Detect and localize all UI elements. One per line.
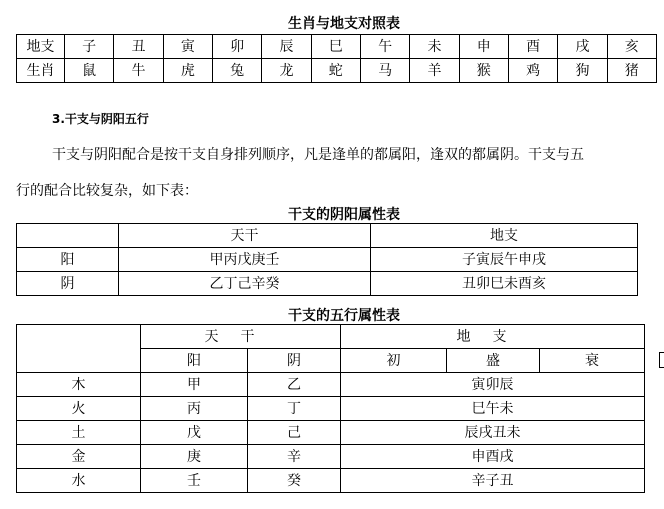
table-cell: 地支 [17, 35, 65, 59]
wuxing-table [16, 324, 645, 493]
table-cell: 丑卯巳未酉亥 [371, 272, 638, 296]
table-row [17, 397, 645, 421]
table-cell [17, 224, 119, 248]
table-cell: 龙 [262, 59, 311, 83]
table-cell: 巳 [311, 35, 360, 59]
yinyang-table [16, 223, 638, 296]
table-cell: 未 [410, 35, 459, 59]
table-cell: 戊 [141, 421, 248, 445]
table-row [17, 272, 638, 296]
table-cell: 寅 [163, 35, 212, 59]
table-cell: 金 [17, 445, 141, 469]
table-cell: 丁 [248, 397, 341, 421]
paragraph-line-2: 行的配合比较复杂，如下表： [16, 183, 198, 199]
table-cell: 甲 [141, 373, 248, 397]
table-cell: 庚 [141, 445, 248, 469]
subheader-chu: 初 [341, 349, 447, 373]
table-cell: 辰戌丑未 [341, 421, 645, 445]
paragraph-line-1: 干支与阴阳配合是按干支自身排列顺序，凡是逢单的都属阳，逢双的都属阴。干支与五 [52, 147, 584, 163]
subheader-yang: 阳 [141, 349, 248, 373]
table-cell: 壬 [141, 469, 248, 493]
table-cell: 乙丁己辛癸 [119, 272, 371, 296]
table-row [17, 445, 645, 469]
wuxing-table-title: 干支的五行属性表 [288, 308, 400, 324]
table-cell: 己 [248, 421, 341, 445]
table-row [17, 325, 645, 349]
table-cell: 生肖 [17, 59, 65, 83]
table-cell: 阳 [17, 248, 119, 272]
table-cell: 卯 [212, 35, 261, 59]
section-heading: 3.干支与阴阳五行 [52, 112, 149, 126]
table-cell: 土 [17, 421, 141, 445]
table-cell: 子寅辰午申戌 [371, 248, 638, 272]
table-cell: 鼠 [65, 59, 114, 83]
table-cell: 木 [17, 373, 141, 397]
yinyang-table-title: 干支的阴阳属性表 [288, 207, 400, 223]
header-tiangan: 天干 [141, 325, 341, 349]
table-cell: 申 [459, 35, 508, 59]
table-cell: 猪 [607, 59, 656, 83]
table-cell: 子 [65, 35, 114, 59]
table-cell: 火 [17, 397, 141, 421]
table-cell: 巳午未 [341, 397, 645, 421]
table-row [17, 248, 638, 272]
table-cell: 水 [17, 469, 141, 493]
table-cell: 寅卯辰 [341, 373, 645, 397]
table-cell: 戌 [558, 35, 607, 59]
zodiac-table-title: 生肖与地支对照表 [288, 16, 400, 32]
table-cell: 辰 [262, 35, 311, 59]
table-cell: 甲丙戊庚壬 [119, 248, 371, 272]
table-cell: 蛇 [311, 59, 360, 83]
table-cell: 虎 [163, 59, 212, 83]
table-cell: 马 [360, 59, 409, 83]
zodiac-row-animals [17, 59, 657, 83]
zodiac-table [16, 34, 657, 83]
table-row [17, 373, 645, 397]
table-row [17, 421, 645, 445]
table-cell: 酉 [508, 35, 557, 59]
table-cell: 丑 [114, 35, 163, 59]
header-dizhi: 地支 [341, 325, 645, 349]
table-cell: 辛 [248, 445, 341, 469]
table-cell: 羊 [410, 59, 459, 83]
table-cell: 狗 [558, 59, 607, 83]
table-cell: 亥 [607, 35, 656, 59]
table-cell: 午 [360, 35, 409, 59]
table-cell: 丙 [141, 397, 248, 421]
table-cell: 辛子丑 [341, 469, 645, 493]
table-cell: 乙 [248, 373, 341, 397]
subheader-shuai: 衰 [540, 349, 645, 373]
table-cell: 鸡 [508, 59, 557, 83]
zodiac-row-branches [17, 35, 657, 59]
table-cell: 兔 [212, 59, 261, 83]
page-edge-mark [659, 352, 664, 368]
table-cell: 申酉戌 [341, 445, 645, 469]
subheader-sheng: 盛 [447, 349, 540, 373]
table-cell: 天干 [119, 224, 371, 248]
table-row [17, 224, 638, 248]
table-cell: 阴 [17, 272, 119, 296]
table-row [17, 469, 645, 493]
table-cell: 癸 [248, 469, 341, 493]
subheader-yin: 阴 [248, 349, 341, 373]
table-cell: 猴 [459, 59, 508, 83]
table-cell: 地支 [371, 224, 638, 248]
table-cell-blank [17, 325, 141, 373]
table-cell: 牛 [114, 59, 163, 83]
